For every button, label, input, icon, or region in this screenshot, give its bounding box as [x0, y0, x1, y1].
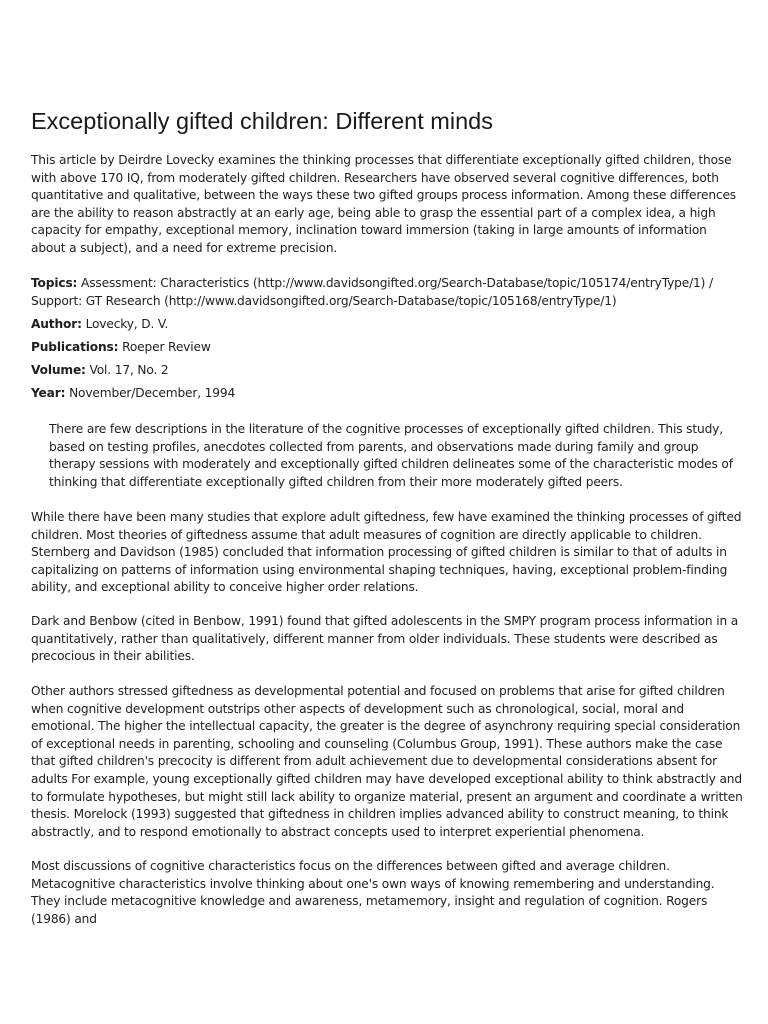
article-summary: This article by Deirdre Lovecky examines the thinking processes that differentiate exceptionally gifted children, those with above 170 IQ, from moderately gifted children. Researchers have observed several cognitive differences, both quantitative and qualitative, between the ways these two gifted groups process information. Among these differences are the ability to reason abstractly at an early age, being able to grasp the essential part of a complex idea, a high capacity for empathy, exceptional memory, inclination toward immersion (taking in large amounts of information about a subject), and a need for extreme precision.	[31, 153, 737, 255]
meta-topics	[31, 275, 743, 310]
paragraph: Other authors stressed giftedness as developmental potential and focused on problems that arise for gifted children when cognitive development outstrips other aspects of development such as chronological, social, moral and emotional. The higher the intellectual capacity, the greater is the degree of asynchrony requiring special consideration of exceptional needs in parenting, schooling and counseling (Columbus Group, 1991). These authors make the case that gifted children's precocity is different from adult achievement due to developmental considerations absent for adults For example, young exceptionally gifted children may have developed exceptional ability to think abstractly and to formulate hypotheses, but might still lack ability to organize material, present an argument and coordinate a written thesis. Morelock (1993) suggested that giftedness in children implies advanced ability to construct meaning, to think abstractly, and to respond emotionally to abstract concepts used to interpret experiential phenomena.	[31, 684, 743, 839]
meta-publications	[31, 339, 743, 357]
paragraph: Most discussions of cognitive characteristics focus on the differences between gifted and average children. Metacognitive characteristics involve thinking about one's own ways of knowing remembering and understanding. They include metacognitive knowledge and awareness, metamemory, insight and regulation of cognition. Rogers (1986) and	[31, 859, 715, 926]
paragraph: While there have been many studies that explore adult giftedness, few have examined the thinking processes of gifted children. Most theories of giftedness assume that adult measures of cognition are directly applicable to children. Sternberg and Davidson (1985) concluded that information processing of gifted children is similar to that of adults in capitalizing on patterns of information using environmental shaping techniques, having, exceptional problem-finding ability, and exceptional ability to conceive higher order relations.	[31, 510, 742, 595]
meta-volume-label: Volume:	[31, 363, 86, 377]
page-title: Exceptionally gifted children: Different minds	[31, 108, 493, 134]
meta-topics-label: Topics:	[31, 276, 78, 290]
meta-year-label: Year:	[31, 386, 66, 400]
meta-author-value: Lovecky, D. V.	[85, 317, 169, 331]
meta-volume	[31, 362, 743, 380]
abstract-blockquote: There are few descriptions in the literature of the cognitive processes of exceptionally gifted children. This study, based on testing profiles, anecdotes collected from parents, and observations made during family and group therapy sessions with moderately and exceptionally gifted children delineates some of the characteristic modes of thinking that differentiate exceptionally gifted children from their more moderately gifted peers.	[49, 422, 733, 489]
meta-volume-value: Vol. 17, No. 2	[89, 363, 169, 377]
meta-year-value: November/December, 1994	[69, 386, 236, 400]
meta-author-label: Author:	[31, 317, 82, 331]
meta-topics-value: Assessment: Characteristics (http://www.davidsongifted.org/Search-Database/topic/105174/entryType/1) / Support: GT Research (http://www.davidsongifted.org/Search-Database/topic/105168/entryType/1)	[31, 276, 713, 308]
paragraph: Dark and Benbow (cited in Benbow, 1991) found that gifted adolescents in the SMPY program process information in a quantitatively, rather than qualitatively, different manner from older individuals. These students were described as precocious in their abilities.	[31, 614, 739, 664]
meta-year	[31, 385, 743, 403]
meta-publications-value: Roeper Review	[122, 340, 211, 354]
meta-publications-label: Publications:	[31, 340, 119, 354]
meta-author	[31, 316, 743, 334]
